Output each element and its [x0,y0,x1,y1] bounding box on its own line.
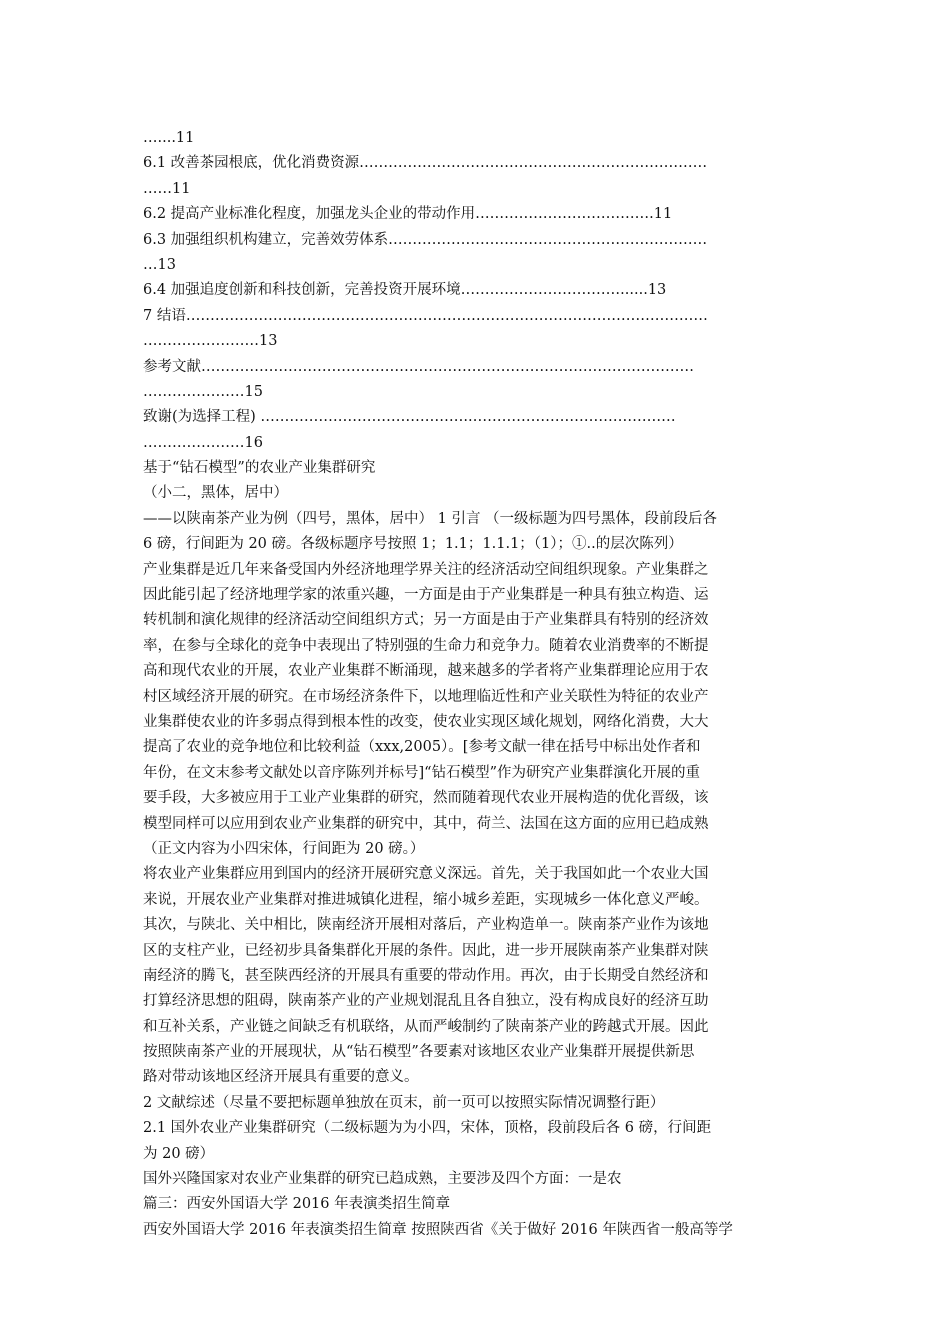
toc-line: …13 [143,256,176,273]
title-note: （小二，黑体，居中） [143,485,288,502]
body-line: 区的支柱产业，已经初步具备集群化开展的条件。因此，进一步开展陕南茶产业集群对陕 [143,942,709,959]
toc-line: 6.1 改善茶园根底，优化消费资源……………………………………………………………… [143,155,708,172]
body-line: 打算经济思想的阻碍，陕南茶产业的产业规划混乱且各自独立，没有构成良好的经济互助 [143,993,709,1010]
toc-line: …………………16 [143,434,263,451]
body-line: 转机制和演化规律的经济活动空间组织方式；另一方面是由于产业集群具有特别的经济效 [143,612,709,629]
subsection-heading: 为 20 磅） [143,1145,215,1162]
body-line: 国外兴隆国家对农业产业集群的研究已趋成熟，主要涉及四个方面：一是农 [143,1171,622,1188]
document-page [143,126,808,1243]
toc-line: …....11 [143,130,195,146]
body-line: 6 磅，行间距为 20 磅。各级标题序号按照 1；1.1；1.1.1；（1）；①..的层次陈列） [143,536,683,553]
body-line: 因此能引起了经济地理学家的浓重兴趣，一方面是由于产业集群是一种具有独立构造、运 [143,587,709,604]
paper-title: 基于“钻石模型”的农业产业集群研究 [143,460,376,477]
toc-line: 参考文献………………………………………………………………………………………… [143,358,694,375]
body-line: 业集群使农业的许多弱点得到根本性的改变，使农业实现区域化规划，网络化消费，大大 [143,713,709,730]
body-line: 将农业产业集群应用到国内的经济开展研究意义深远。首先，关于我国如此一个农业大国 [143,866,709,883]
body-line: 产业集群是近几年来备受国内外经济地理学界关注的经济活动空间组织现象。产业集群之 [143,561,709,578]
body-line: 提高了农业的竞争地位和比较利益（xxx,2005）。[参考文献一律在括号中标出处作者和 [143,739,701,756]
body-line: 西安外国语大学 2016 年表演类招生简章 按照陕西省《关于做好 2016 年陕西省一般高等学 [143,1221,733,1238]
body-line: 高和现代农业的开展，农业产业集群不断涌现，越来越多的学者将产业集群理论应用于农 [143,663,709,680]
body-line: 其次，与陕北、关中相比，陕南经济开展相对落后，产业构造单一。陕南茶产业作为该地 [143,917,709,934]
toc-line: …………………15 [143,383,263,400]
body-line: 来说，开展农业产业集群对推进城镇化进程，缩小城乡差距，实现城乡一体化意义严峻。 [143,891,709,908]
chapter-heading: 篇三：西安外国语大学 2016 年表演类招生简章 [143,1196,451,1213]
section-heading: 2 文献综述（尽量不要把标题单独放在页末，前一页可以按照实际情况调整行距） [143,1094,665,1111]
body-line: 模型同样可以应用到农业产业集群的研究中，其中，荷兰、法国在这方面的应用已趋成熟 [143,815,709,832]
toc-line: 6.4 加强追度创新和科技创新，完善投资开展环境……………………………......13 [143,282,667,299]
body-line: 年份，在文末参考文献处以音序陈列并标号]“钻石模型”作为研究产业集群演化开展的重 [143,764,700,781]
toc-line: ……………………13 [143,333,278,350]
toc-line: 致谢(为选择工程) ……………………………………..…………………………………… [143,409,676,426]
body-line: 和互补关系，产业链之间缺乏有机联络，从而严峻制约了陕南茶产业的跨越式开展。因此 [143,1018,709,1035]
body-line: 率，在参与全球化的竞争中表现出了特别强的生命力和竞争力。随着农业消费率的不断提 [143,637,709,654]
body-line: （正文内容为小四宋体，行间距为 20 磅。） [143,840,425,857]
subtitle-line: ——以陕南茶产业为例（四号，黑体，居中） 1 引言 （一级标题为四号黑体，段前段后各 [143,510,718,527]
body-line: 南经济的腾飞，甚至陕西经济的开展具有重要的带动作用。再次，由于长期受自然经济和 [143,967,709,984]
body-line: 要手段，大多被应用于工业产业集群的研究，然而随着现代农业开展构造的优化晋级，该 [143,790,709,807]
toc-line: 6.3 加强组织机构建立，完善效劳体系………………………………………………………… [143,231,708,248]
toc-line: 6.2 提高产业标准化程度，加强龙头企业的带动作用……………………………….11 [143,206,673,223]
toc-line: 7 结语……………………………………………………………………………………………… [143,307,708,324]
subsection-heading: 2.1 国外农业产业集群研究（二级标题为为小四，宋体，顶格，段前段后各 6 磅，行间距 [143,1120,712,1137]
body-line: 路对带动该地区经济开展具有重要的意义。 [143,1069,419,1086]
body-line: 按照陕南茶产业的开展现状，从“钻石模型”各要素对该地区农业产业集群开展提供新思 [143,1044,695,1061]
body-line: 村区域经济开展的研究。在市场经济条件下，以地理临近性和产业关联性为特征的农业产 [143,688,709,705]
toc-line: ……11 [143,180,191,197]
